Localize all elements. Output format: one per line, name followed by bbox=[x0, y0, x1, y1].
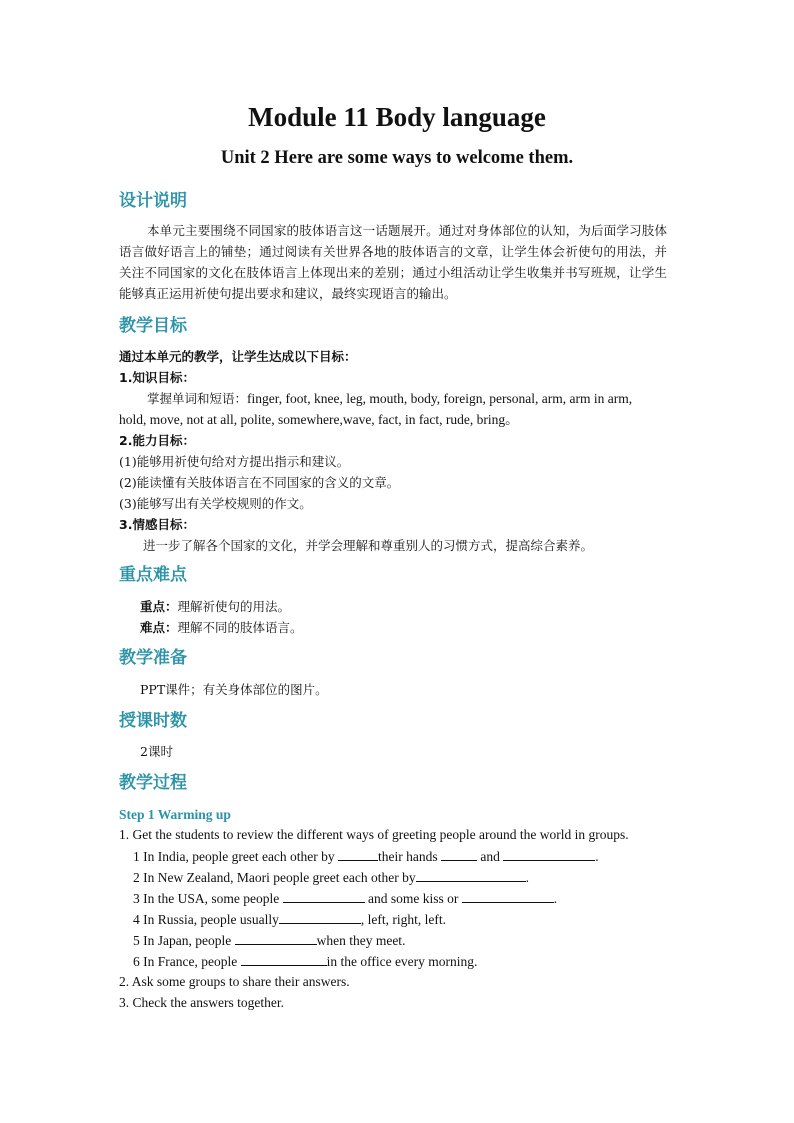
knowledge-goals-label: 掌握单词和短语： bbox=[147, 391, 248, 406]
focus-line bbox=[140, 598, 290, 616]
difficulty-line bbox=[140, 619, 303, 637]
q1-blank-3[interactable] bbox=[503, 847, 595, 861]
knowledge-words-2: hold, move, not at all, polite, somewhere,wave, fact, in fact, rude, bring。 bbox=[119, 412, 519, 427]
q5-text-a: 5 In Japan, people bbox=[133, 933, 235, 948]
q3-blank-1[interactable] bbox=[283, 889, 365, 903]
ability-goals-heading: 2.能力目标： bbox=[119, 433, 195, 448]
task-3: 3. Check the answers together. bbox=[119, 995, 284, 1010]
question-1 bbox=[133, 847, 599, 866]
ability-goal-1: (1)能够用祈使句给对方提出指示和建议。 bbox=[119, 454, 350, 469]
q2-text-a: 2 In New Zealand, Maori people greet each other by bbox=[133, 870, 416, 885]
q1-text-c: and bbox=[477, 849, 504, 864]
step1-heading: Step 1 Warming up bbox=[119, 807, 231, 822]
question-4 bbox=[133, 910, 446, 929]
knowledge-words-1: finger, foot, knee, leg, mouth, body, foreign, personal, arm, arm in arm, bbox=[247, 391, 633, 406]
q3-text-c: . bbox=[553, 891, 558, 906]
section-heading-key-points: 重点难点 bbox=[119, 565, 187, 585]
emotion-goals-heading: 3.情感目标： bbox=[119, 517, 195, 532]
section-heading-goals: 教学目标 bbox=[119, 316, 187, 336]
q1-text-b: their hands bbox=[378, 849, 442, 864]
q1-blank-1[interactable] bbox=[338, 847, 378, 861]
module-title: Module 11 Body language bbox=[248, 102, 546, 132]
preparation-text: PPT课件；有关身体部位的图片。 bbox=[140, 682, 328, 697]
section-heading-design: 设计说明 bbox=[119, 191, 187, 211]
q4-text-a: 4 In Russia, people usually bbox=[133, 912, 279, 927]
task-1: 1. Get the students to review the different ways of greeting people around the world in groups. bbox=[119, 827, 629, 842]
ability-goal-3: (3)能够写出有关学校规则的作文。 bbox=[119, 496, 312, 511]
q4-blank-1[interactable] bbox=[279, 910, 361, 924]
q2-text-b: . bbox=[525, 870, 530, 885]
difficulty-label: 难点： bbox=[140, 620, 178, 635]
design-description: 本单元主要围绕不同国家的肢体语言这一话题展开。通过对身体部位的认知，为后面学习肢体语言做好语言上的铺垫；通过阅读有关世界各地的肢体语言的文章，让学生体会祈使句的用法，并关注不同国家的文化在肢体语言上体现出来的差别；通过小组活动让学生收集并书写班规，让学生能够真正运用祈使句提出要求和建议，最终实现语言的输出。 bbox=[119, 223, 667, 301]
q6-blank-1[interactable] bbox=[241, 952, 327, 966]
focus-text: 理解祈使句的用法。 bbox=[177, 599, 291, 614]
task-2: 2. Ask some groups to share their answers. bbox=[119, 974, 350, 989]
section-heading-hours: 授课时数 bbox=[119, 711, 187, 731]
q3-text-a: 3 In the USA, some people bbox=[133, 891, 283, 906]
section-heading-process: 教学过程 bbox=[119, 773, 187, 793]
ability-goal-2: (2)能读懂有关肢体语言在不同国家的含义的文章。 bbox=[119, 475, 400, 490]
q6-text-b: in the office every morning. bbox=[326, 954, 478, 969]
q2-blank-1[interactable] bbox=[416, 868, 526, 882]
q6-text-a: 6 In France, people bbox=[133, 954, 241, 969]
q1-text-d: . bbox=[595, 849, 599, 864]
section-heading-preparation: 教学准备 bbox=[119, 648, 187, 668]
q4-text-b: , left, right, left. bbox=[360, 912, 446, 927]
goals-intro: 通过本单元的教学，让学生达成以下目标： bbox=[119, 349, 357, 364]
hours-text: 2课时 bbox=[140, 744, 173, 759]
focus-label: 重点： bbox=[140, 599, 178, 614]
q5-blank-1[interactable] bbox=[235, 931, 317, 945]
question-2 bbox=[133, 868, 529, 887]
knowledge-goals-line-1 bbox=[147, 390, 632, 408]
emotion-goal-text: 进一步了解各个国家的文化，并学会理解和尊重别人的习惯方式，提高综合素养。 bbox=[143, 538, 594, 553]
difficulty-text: 理解不同的肢体语言。 bbox=[177, 620, 303, 635]
q3-text-b: and some kiss or bbox=[364, 891, 462, 906]
question-6 bbox=[133, 952, 477, 971]
q3-blank-2[interactable] bbox=[462, 889, 554, 903]
q1-blank-2[interactable] bbox=[441, 847, 477, 861]
question-5 bbox=[133, 931, 405, 950]
unit-subtitle: Unit 2 Here are some ways to welcome them. bbox=[220, 148, 574, 168]
knowledge-goals-heading: 1.知识目标： bbox=[119, 370, 195, 385]
q5-text-b: when they meet. bbox=[316, 933, 406, 948]
q1-text-a: 1 In India, people greet each other by bbox=[133, 849, 339, 864]
question-3 bbox=[133, 889, 557, 908]
